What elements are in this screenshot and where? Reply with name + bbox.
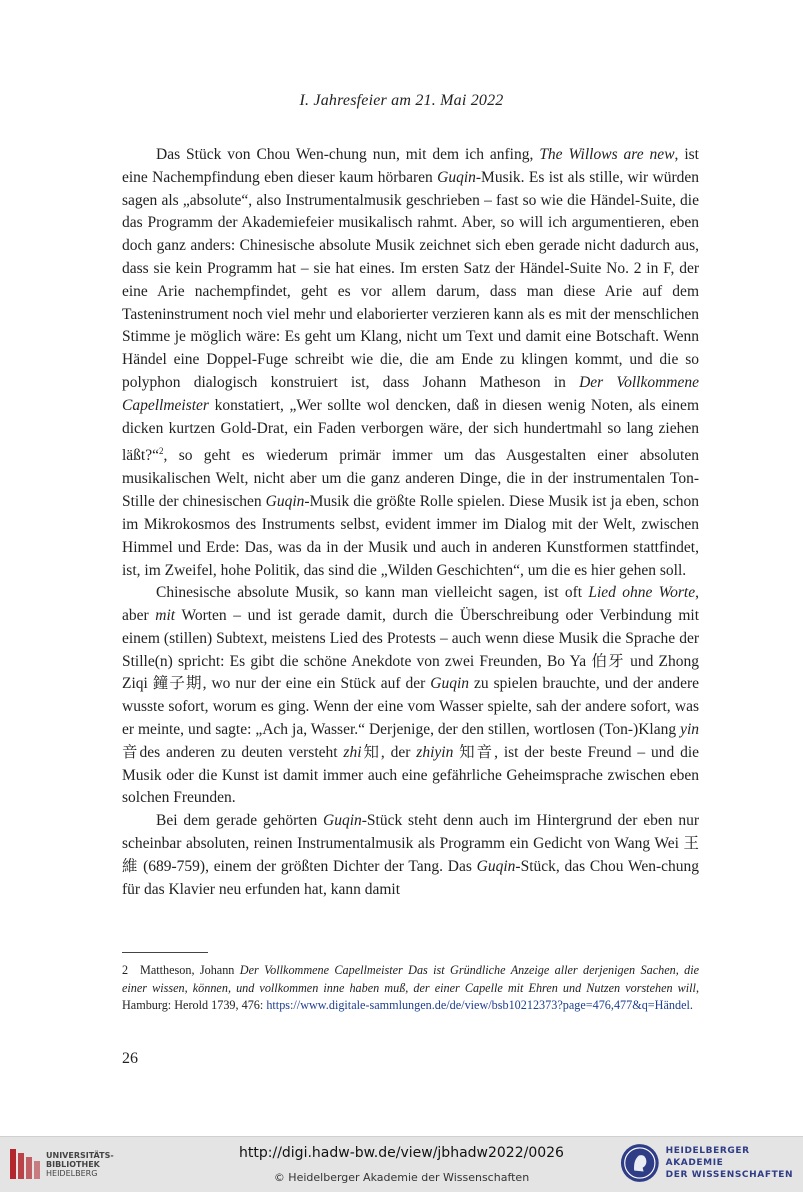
text-run: konstatiert, „Wer sollte wol dencken, daß in diesen wenig Noten, als einem dicken kurtzen Gold-Drat, ein Faden verborgen wäre, der sich hundertmahl so lang ziehen läßt?“ bbox=[122, 396, 699, 465]
hadw-logo-line: HEIDELBERGER AKADEMIE bbox=[665, 1146, 750, 1168]
hadw-logo-text bbox=[666, 1145, 803, 1181]
emphasis-text: mit bbox=[155, 607, 176, 625]
text-run: 音des anderen zu deuten versteht bbox=[122, 743, 344, 761]
emphasis-text: zhiyin bbox=[416, 743, 454, 761]
emphasis-text: Der Vollkommene Capellmeister bbox=[122, 373, 700, 414]
emphasis-text: The Willows are new bbox=[539, 146, 675, 163]
emphasis-text: Der Vollkommene Capellmeister Das ist Gründliche Anzeige aller derjenigen Sachen, die einer wissen, können, und vollkommen inne haben muß, der einer Capelle mit Ehren und Nutzen vorstehen will bbox=[122, 963, 699, 995]
permalink-url[interactable]: http://digi.hadw-bw.de/view/jbhadw2022/0026 bbox=[239, 1145, 564, 1161]
copyright-notice: © Heidelberger Akademie der Wissenschaften bbox=[273, 1171, 530, 1184]
footnote-reference[interactable]: 2 bbox=[159, 446, 164, 457]
text-run: -Stück steht denn auch im Hintergrund der eben nur scheinbar absoluten, reinen Instrumentalmusik als Programm ein Gedicht von Wang Wei 王維 (689-759), einem der größten Dichter der Tang. Das bbox=[122, 812, 699, 875]
text-run: , aber bbox=[122, 584, 699, 625]
hadw-logo[interactable] bbox=[620, 1142, 803, 1184]
text-run: 知音, ist der beste Freund – und die Musik oder die Kunst ist damit immer auch eine gefährliche Geheimsprache zwischen eben solchen Freunden. bbox=[122, 743, 699, 807]
page-number: 26 bbox=[122, 1050, 138, 1067]
emphasis-text: Guqin bbox=[323, 812, 362, 830]
ub-logo-line: HEIDELBERG bbox=[46, 1168, 98, 1178]
body-paragraph bbox=[122, 582, 699, 810]
text-run: , ist eine Nachempfindung eben dieser kaum hörbaren bbox=[122, 146, 699, 186]
text-run: -Stück, das Chou Wen-chung für das Klavier neu erfunden hat, kann damit bbox=[122, 857, 700, 898]
body-paragraph bbox=[122, 144, 699, 582]
text-run: -Musik die größte Rolle spielen. Diese Musik ist ja eben, schon im Mikrokosmos des Instruments selbst, evident immer im Dialog mit der Welt, zwischen Himmel und Erde: Das, was da in der Musik und auch in anderen Kunstformen stattfindet, ist, im Zweifel, hohe Politik, das sind die „Wilden Geschichten“, um die es hier gehen soll. bbox=[122, 493, 699, 579]
emphasis-text: Guqin bbox=[265, 493, 305, 511]
text-run: 知, der bbox=[361, 743, 417, 761]
footnote bbox=[122, 962, 699, 1015]
hadw-logo-line: DER WISSENSCHAFTEN bbox=[665, 1170, 794, 1180]
emphasis-text: Guqin bbox=[476, 857, 516, 875]
viewer-footer bbox=[0, 1136, 803, 1192]
emphasis-text: yin bbox=[680, 721, 699, 739]
text-run: Das Stück von Chou Wen-chung nun, mit dem ich anfing, bbox=[156, 146, 540, 163]
footnote-number: 2 bbox=[122, 963, 129, 977]
emphasis-text: Guqin bbox=[437, 168, 476, 186]
emphasis-text: Guqin bbox=[430, 675, 470, 693]
body-text bbox=[122, 144, 699, 901]
text-run: Chinesische absolute Musik, so kann man vielleicht sagen, ist oft bbox=[156, 584, 589, 602]
emphasis-text: zhi bbox=[343, 743, 362, 761]
running-head: I. Jahresfeier am 21. Mai 2022 bbox=[299, 92, 504, 109]
text-run: -Musik. Es ist als stille, wir würden sagen als „absolute“, also Instrumentalmusik geschrieben – fast so wie die Händel-Suite, die das Programm der Akademiefeier musikalisch rahmt. Aber, so will ich argumentieren, eben doch ganz anders: Chinesische absolute Musik zeichnet sich eben gerade nicht dadurch aus, dass sie kein Programm hat – sie hat eines. Im ersten Satz der Händel-Suite No. 2 in F, der eine Arie nachempfindet, geht es vor allem darum, dass man diese Arie auf dem Tasteninstrument noch viel mehr und elaborierter verzieren kann als es mit der menschlichen Stimme je möglich wäre: Es geht um Klang, nicht um Text und damit eine Botschaft. Wenn Händel eine Doppel-Fuge schreibt wie die, die am Ende zu klingen kommt, und die so polyphon dialogisch konstruiert ist, dass Johann Matheson in bbox=[122, 168, 699, 391]
ub-logo-line: UNIVERSITÄTS- bbox=[46, 1150, 114, 1160]
academy-seal-icon bbox=[620, 1142, 660, 1184]
ub-logo-line: BIBLIOTHEK bbox=[46, 1159, 100, 1169]
footnote-divider bbox=[122, 952, 208, 953]
text-run: Bei dem gerade gehörten bbox=[156, 812, 324, 830]
body-paragraph bbox=[122, 810, 699, 901]
emphasis-text: Lied ohne Worte bbox=[588, 584, 696, 602]
footnote-link[interactable]: https://www.digitale-sammlungen.de/de/view/bsb10212373?page=476,477&q=Händel bbox=[266, 998, 690, 1012]
text-run: . bbox=[689, 998, 693, 1012]
text-run: , Hamburg: Herold 1739, 476: bbox=[122, 980, 699, 1012]
text-run: Worten – und ist gerade damit, durch die Überschreibung oder Verbindung mit einem (stillen) Subtext, meistens Lied des Protests – auch wenn diese Musik die Sprache der Stille(n) spricht: Es gibt die schöne Anekdote von zwei Freunden, Bo Ya 伯牙 und Zhong Ziqi 鐘子期, wo nur der eine ein Stück auf der bbox=[122, 607, 700, 693]
text-run: , so geht es wiederum primär immer um das Ausgestalten einer absoluten musikalischen Welt, nicht aber um die ganz anderen Dinge, die in der instrumentalen Ton-Stille der chinesischen bbox=[122, 447, 699, 511]
text-run: zu spielen brauchte, und der andere wusste sofort, worum es ging. Wenn der eine vom Wasser spielte, sah der andere sofort, was er meinte, und sagte: „Ach ja, Wasser.“ Derjenige, der den stillen, wortlosen (Ton-)Klang bbox=[122, 675, 700, 739]
text-run: Mattheson, Johann bbox=[140, 963, 240, 977]
